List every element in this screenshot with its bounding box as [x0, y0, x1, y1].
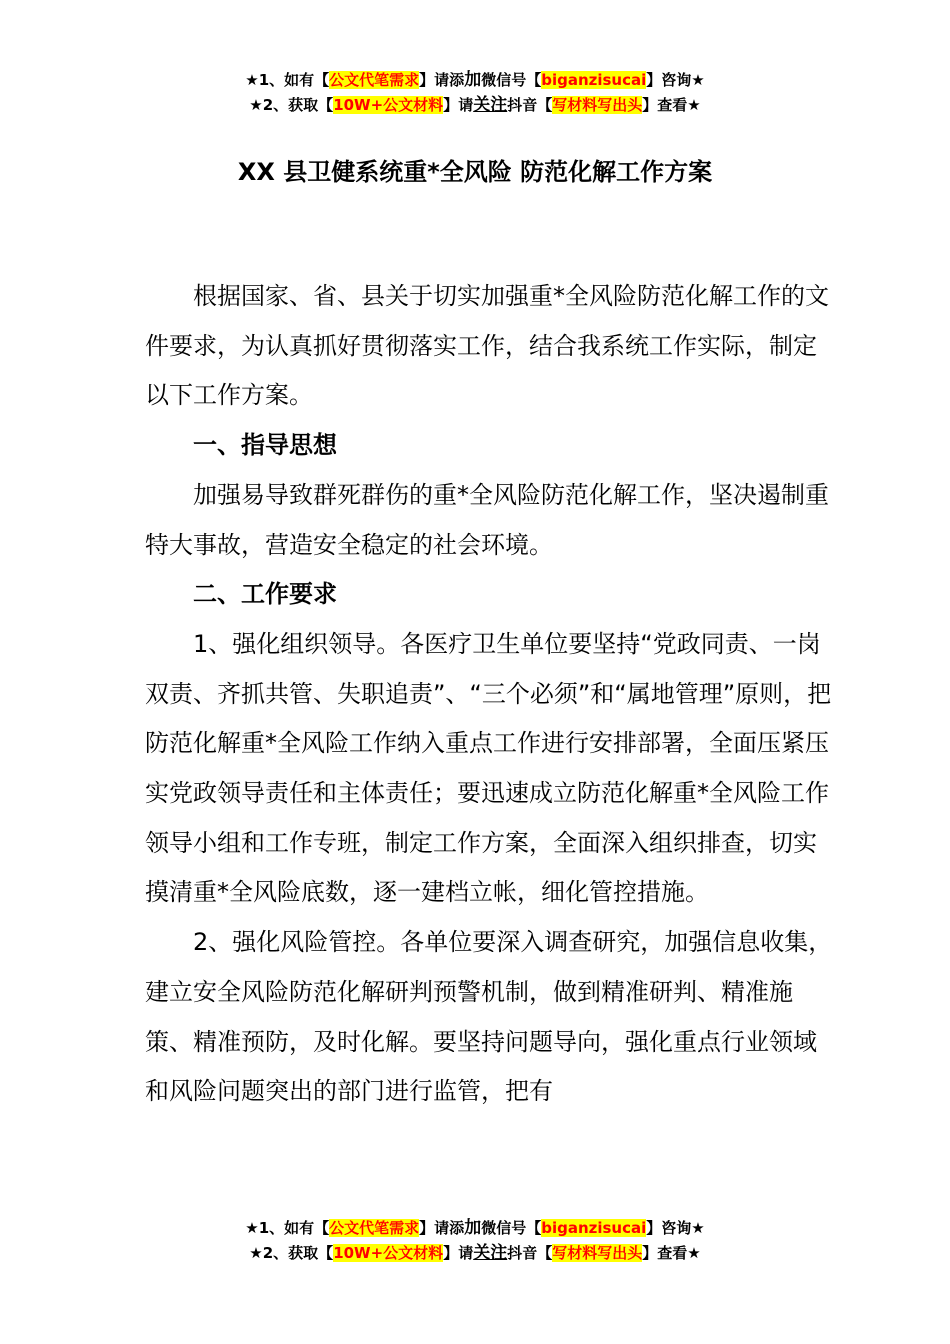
- promo-line-1: ★1、如有【公文代笔需求】请添加微信号【biganzisucai】咨询★: [245, 70, 705, 90]
- promo-line-1: ★1、如有【公文代笔需求】请添加微信号【biganzisucai】咨询★: [245, 1218, 705, 1238]
- promo-douyin-id: 写材料写出头: [552, 1244, 643, 1262]
- document-body: [145, 272, 835, 1117]
- paragraph: 加强易导致群死群伤的重*全风险防范化解工作，坚决遏制重特大事故，营造安全稳定的社会环境。: [145, 480, 829, 559]
- promo-banner-bottom: [0, 1216, 950, 1266]
- paragraph: 1、强化组织领导。各医疗卫生单位要坚持“党政同责、一岗双责、齐抓共管、失职追责”、“三个必须”和“属地管理”原则，把防范化解重*全风险工作纳入重点工作进行安排部署，全面压紧压实党政领导责任和主体责任；要迅速成立防范化解重*全风险工作领导小组和工作专班，制定工作方案，全面深入组织排查，切实摸清重*全风险底数，逐一建档立帐，细化管控措施。: [145, 629, 832, 907]
- promo-line-2: ★2、获取【10W+公文材料】请关注抖音【写材料写出头】查看★: [249, 95, 701, 115]
- promo-banner-top: [0, 68, 950, 118]
- promo-highlight: 公文代笔需求: [329, 71, 420, 89]
- promo-wechat-id: biganzisucai: [541, 1219, 647, 1237]
- promo-highlight: 10W+公文材料: [333, 96, 444, 114]
- promo-highlight: 公文代笔需求: [329, 1219, 420, 1237]
- paragraph: 2、强化风险管控。各单位要深入调查研究，加强信息收集，建立安全风险防范化解研判预警机制，做到精准研判、精准施策、精准预防，及时化解。要坚持问题导向，强化重点行业领域和风险问题突出的部门进行监管，把有: [145, 928, 833, 1106]
- section-heading: 一、指导思想: [193, 431, 337, 460]
- paragraph: 根据国家、省、县关于切实加强重*全风险防范化解工作的文件要求，为认真抓好贯彻落实工作，结合我系统工作实际，制定以下工作方案。: [145, 282, 829, 410]
- promo-douyin-id: 写材料写出头: [552, 96, 643, 114]
- document-title: XX 县卫健系统重*全风险 防范化解工作方案: [237, 158, 713, 186]
- promo-highlight: 10W+公文材料: [333, 1244, 444, 1262]
- promo-line-2: ★2、获取【10W+公文材料】请关注抖音【写材料写出头】查看★: [249, 1243, 701, 1263]
- promo-wechat-id: biganzisucai: [541, 71, 647, 89]
- section-heading: 二、工作要求: [193, 580, 337, 609]
